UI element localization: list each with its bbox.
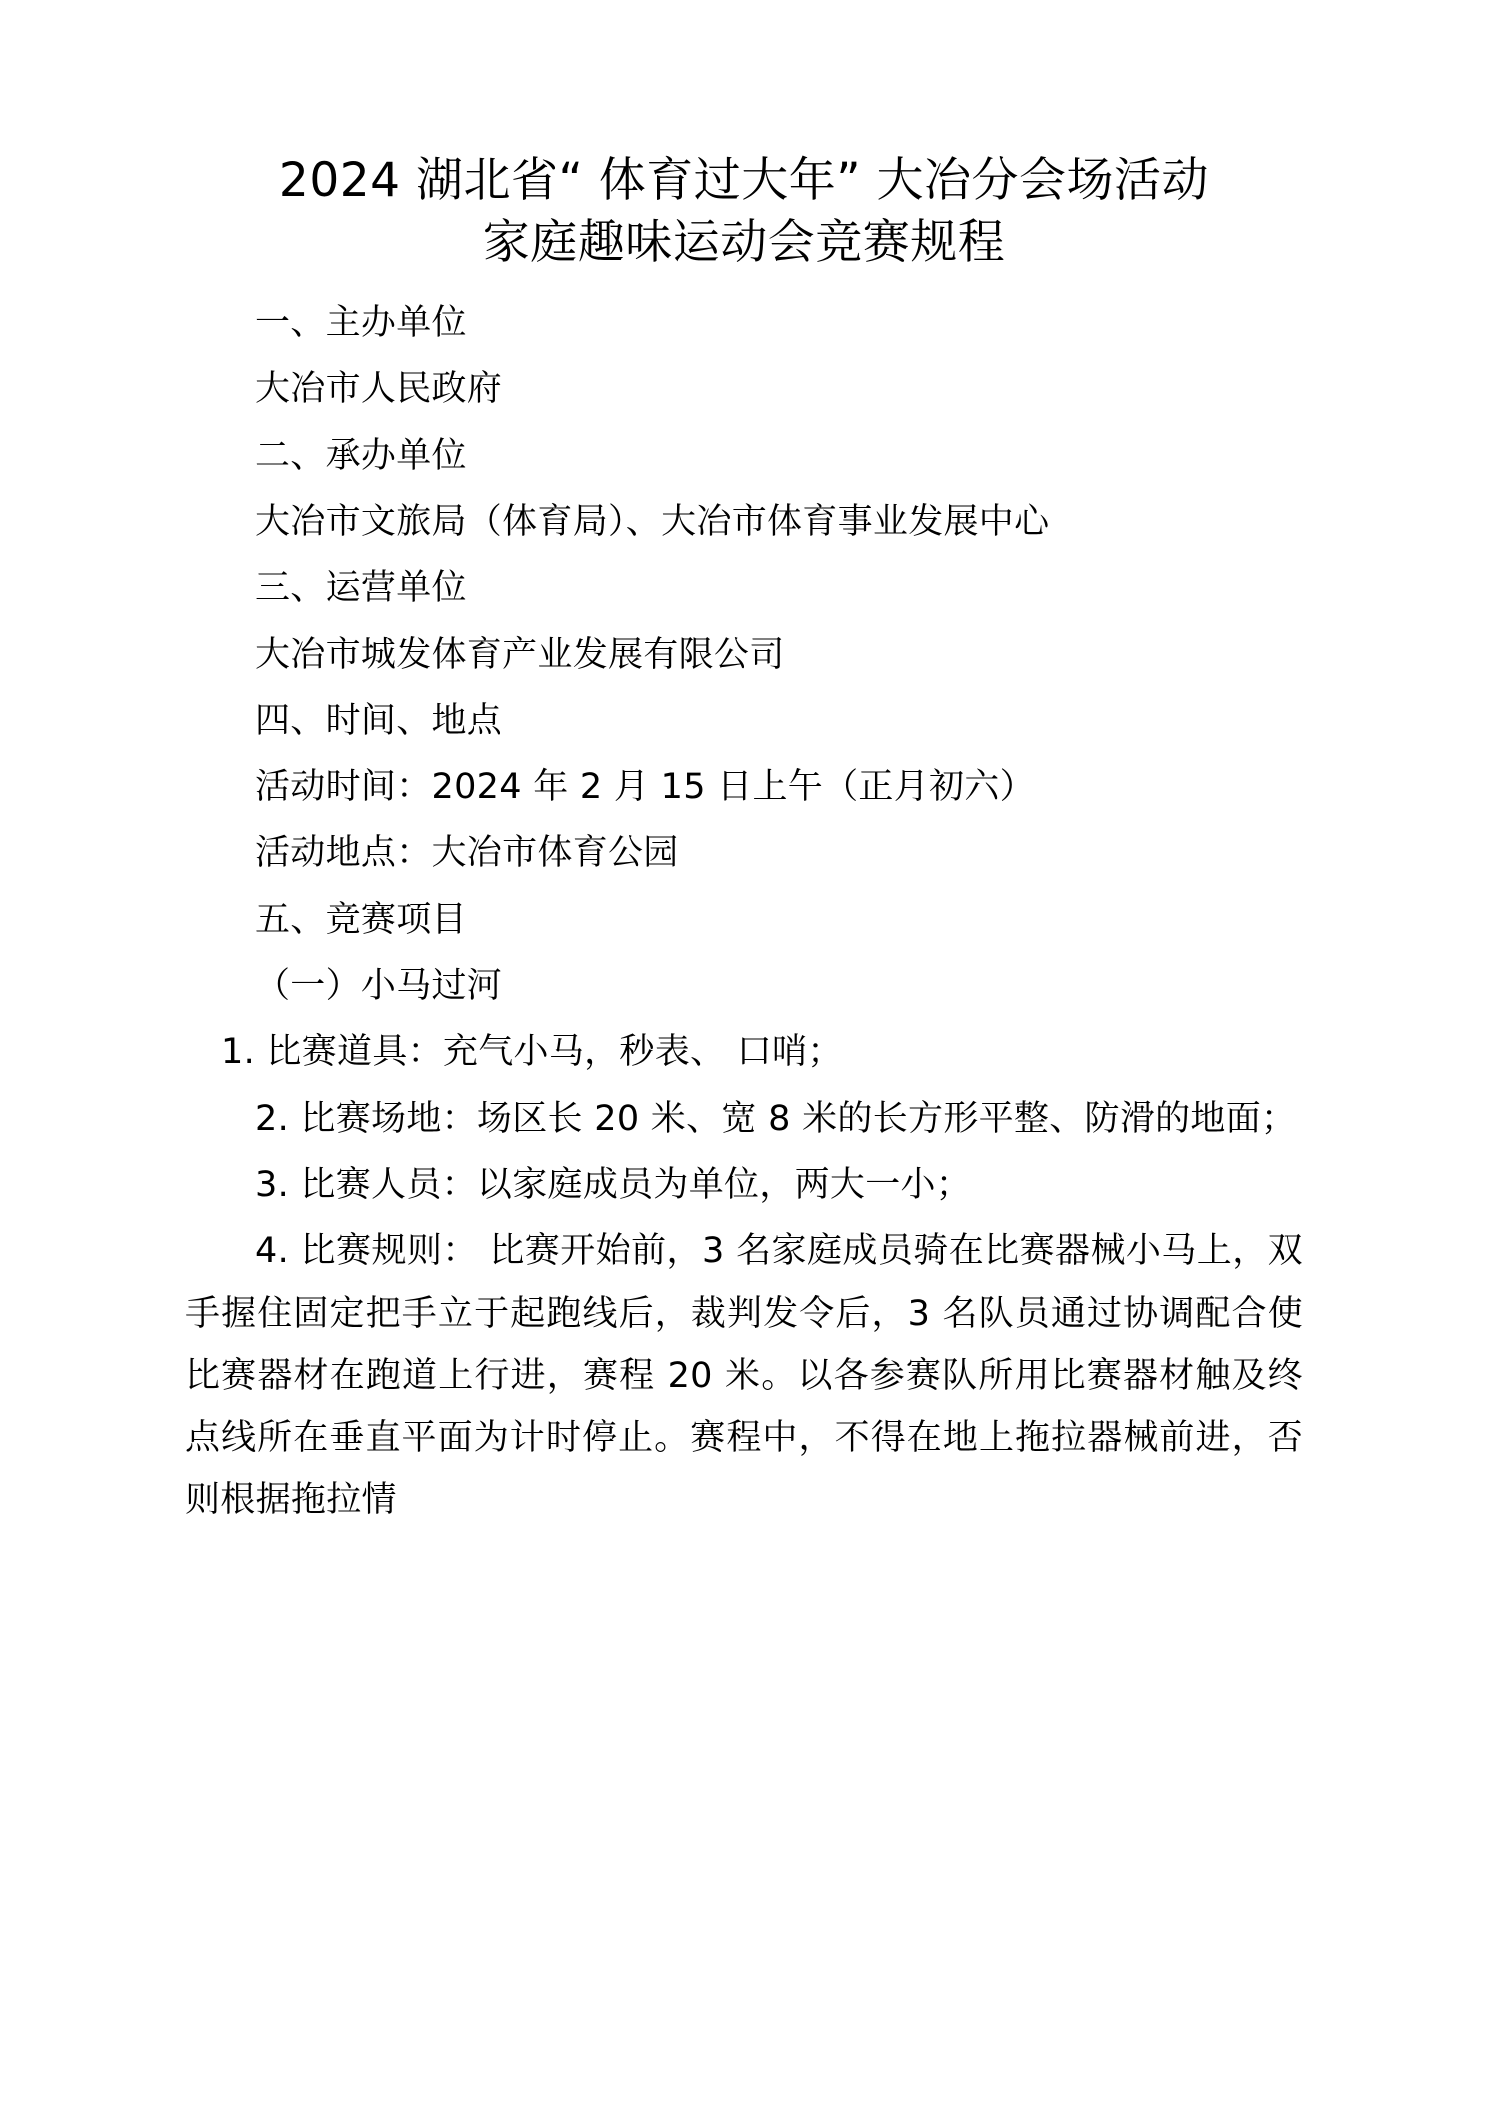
section-heading-1: 一、主办单位 <box>255 303 467 344</box>
section-body-2: 大冶市文旅局（体育局）、大冶市体育事业发展中心 <box>255 501 1050 542</box>
section-heading-2: 二、承办单位 <box>255 435 467 476</box>
event-name: （一）小马过河 <box>255 966 503 1007</box>
page-title-line-2: 家庭趣味运动会竞赛规程 <box>482 215 1006 271</box>
section-body-4-place: 活动地点：大冶市体育公园 <box>255 833 679 874</box>
page-title <box>185 150 1303 274</box>
page-title-line-1: 2024 湖北省“ 体育过大年” 大冶分会场活动 <box>278 153 1210 208</box>
event-item-2: 2. 比赛场地：场区长 20 米、宽 8 米的长方形平整、防滑的地面； <box>255 1098 1297 1139</box>
event-item-4: 4. 比赛规则： 比赛开始前，3 名家庭成员骑在比赛器械小马上，双手握住固定把手立于起跑线后，裁判发令后，3 名队员通过协调配合使比赛器材在跑道上行进，赛程 20 米。以各参赛队所用比赛器材触及终点线所在垂直平面为计时停止。赛程中，不得在地上拖拉器械前进，否则根据拖拉情 <box>185 1231 1303 1521</box>
section-heading-5: 五、竞赛项目 <box>255 899 467 940</box>
section-body-1: 大冶市人民政府 <box>255 369 503 410</box>
event-item-1: 1. 比赛道具：充气小马，秒表、 口哨； <box>221 1032 843 1073</box>
section-heading-4: 四、时间、地点 <box>255 700 503 741</box>
event-item-3: 3. 比赛人员：以家庭成员为单位，两大一小； <box>255 1164 972 1205</box>
section-heading-3: 三、运营单位 <box>255 568 467 609</box>
document-body <box>185 292 1303 1532</box>
section-body-3: 大冶市城发体育产业发展有限公司 <box>255 634 785 675</box>
section-body-4-time: 活动时间：2024 年 2 月 15 日上午（正月初六） <box>255 767 1035 808</box>
